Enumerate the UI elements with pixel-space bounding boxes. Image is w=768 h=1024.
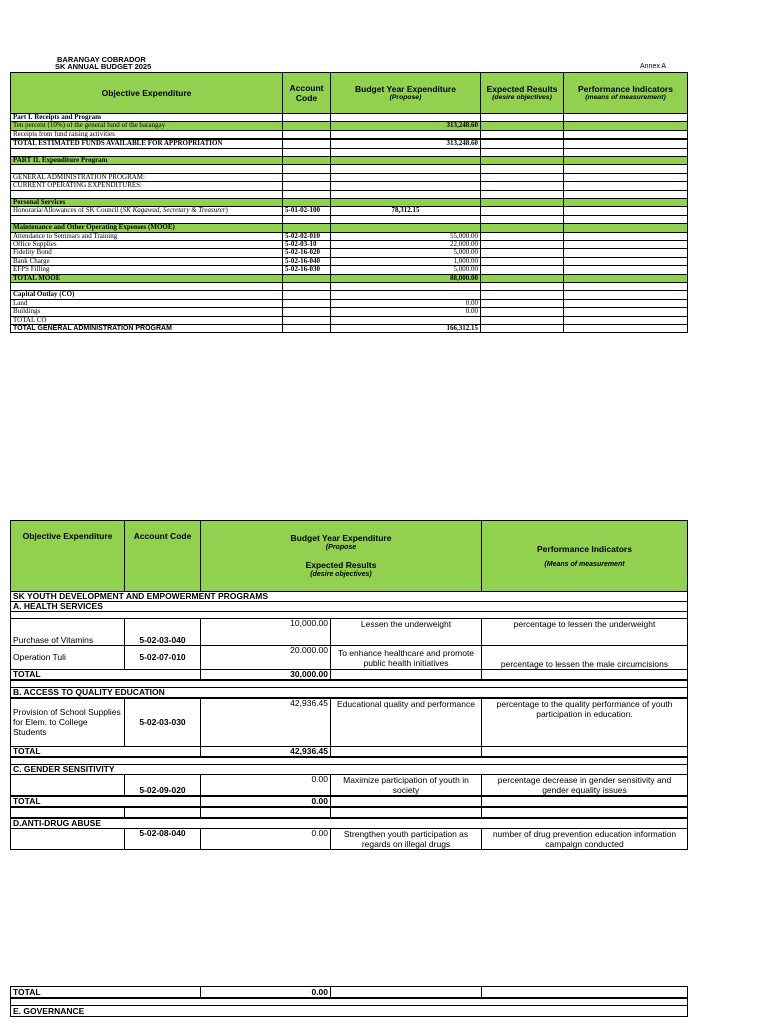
table-row bbox=[11, 764, 688, 774]
education-total-label: TOTAL bbox=[11, 746, 201, 757]
tuli-indicator: percentage to lessen the male circumcisions bbox=[482, 646, 688, 670]
table-row bbox=[11, 114, 688, 122]
education-value: 42,936.45 bbox=[201, 698, 331, 746]
table-row bbox=[11, 249, 688, 257]
gender-total-value: 0.00 bbox=[201, 796, 331, 807]
part1-label: Part I. Receipts and Program bbox=[11, 114, 283, 122]
mooe-item-code: 5-02-02-010 bbox=[283, 232, 331, 240]
mooe-item-name: Attendance to Seminars and Training bbox=[11, 232, 283, 240]
gender-total-label: TOTAL bbox=[11, 796, 201, 807]
education-code: 5-02-03-030 bbox=[125, 698, 201, 746]
table-row bbox=[11, 274, 688, 282]
mooe-item-code: 5-02-03-10 bbox=[283, 241, 331, 249]
gender-value: 0.00 bbox=[201, 774, 331, 796]
total-gap-value: 166,312.15 bbox=[331, 325, 481, 333]
col-performance: Performance Indicators (Means of measurement bbox=[482, 521, 688, 592]
table-row bbox=[11, 157, 688, 165]
receipts-label: Receipts from fund raising activities bbox=[11, 130, 283, 139]
table-row bbox=[11, 757, 688, 765]
education-total-value: 42,936.45 bbox=[201, 746, 331, 757]
table-row bbox=[11, 232, 688, 240]
table-row bbox=[11, 190, 688, 198]
capital-outlay-label: Capital Outlay (CO) bbox=[11, 291, 283, 299]
table-row bbox=[11, 698, 688, 746]
table-row bbox=[11, 257, 688, 265]
mooe-item-name: EFPS Filling bbox=[11, 266, 283, 274]
mooe-item-code: 5-02-16-020 bbox=[283, 249, 331, 257]
table-row bbox=[11, 325, 688, 333]
table-row bbox=[11, 316, 688, 324]
total-co-label: TOTAL CO bbox=[11, 316, 283, 324]
mooe-item-name: Fidelity Bond bbox=[11, 249, 283, 257]
annex-label: Annex A bbox=[640, 63, 667, 70]
table-row bbox=[11, 241, 688, 249]
table-row bbox=[11, 165, 688, 173]
vitamins-expected: Lessen the underweight bbox=[331, 619, 482, 646]
table-row bbox=[11, 199, 688, 207]
total-estimated-value: 313,248.60 bbox=[331, 139, 481, 148]
table-row bbox=[11, 746, 688, 757]
budget-title: SK ANNUAL BUDGET 2025 bbox=[55, 62, 152, 71]
table-row bbox=[11, 182, 688, 190]
education-name: Provision of School Supplies for Elem. to College Students bbox=[11, 698, 125, 746]
mooe-label: Maintenance and Other Operating Expenses (MOOE) bbox=[11, 224, 283, 232]
table-row bbox=[11, 612, 688, 619]
table-row bbox=[11, 998, 688, 1006]
table-row bbox=[11, 224, 688, 232]
mooe-item-value: 5,000.00 bbox=[331, 266, 481, 274]
table-row bbox=[11, 1006, 688, 1017]
table-row bbox=[11, 291, 688, 299]
honoraria-label: Honoraria/Allowances of SK Council (SK Kagawad, Secretary & Treasurer) bbox=[11, 207, 283, 215]
table-row bbox=[11, 173, 688, 181]
table-row bbox=[11, 266, 688, 274]
education-indicator: percentage to the quality performance of youth participation in education. bbox=[482, 698, 688, 746]
ten-percent-label: Ten percent (10%) of the general fund of the barangay bbox=[11, 122, 283, 130]
barangay-name: BARANGAY COBRADOR bbox=[57, 55, 146, 64]
mooe-item-name: Bank Charge bbox=[11, 257, 283, 265]
table-row bbox=[11, 283, 688, 291]
table-row bbox=[11, 122, 688, 130]
health-title: A. HEALTH SERVICES bbox=[11, 602, 688, 612]
drug-expected: Strengthen youth participation as regards on illegal drugs bbox=[331, 828, 482, 849]
mooe-item-code: 5-02-16-040 bbox=[283, 257, 331, 265]
table-row bbox=[11, 828, 688, 849]
current-op-label: CURRENT OPERATING EXPENDITURES: bbox=[11, 182, 283, 190]
table-row bbox=[11, 308, 688, 316]
table-row bbox=[11, 646, 688, 670]
table-row bbox=[11, 807, 688, 818]
table-row bbox=[11, 602, 688, 612]
total-gap-label: TOTAL GENERAL ADMINISTRATION PROGRAM bbox=[11, 325, 283, 333]
gen-admin-label: GENERAL ADMINISTRATION PROGRAM: bbox=[11, 173, 283, 181]
drug-value: 0.00 bbox=[201, 828, 331, 849]
table-row bbox=[11, 619, 688, 646]
total-mooe-value: 88,000.00 bbox=[331, 274, 481, 282]
table-row bbox=[11, 139, 688, 148]
table-row bbox=[11, 796, 688, 807]
col-objective: Objective Expenditure bbox=[11, 73, 283, 114]
col-expected: Expected Results (desire objectives) bbox=[481, 73, 564, 114]
governance-title: E. GOVERNANCE bbox=[11, 1006, 688, 1017]
health-total-value: 30,000.00 bbox=[201, 670, 331, 681]
table-row bbox=[11, 774, 688, 796]
table-row bbox=[11, 670, 688, 681]
drug-code: 5-02-08-040 bbox=[125, 828, 201, 849]
governance-table bbox=[10, 986, 688, 1017]
table-row bbox=[11, 987, 688, 999]
program-title: SK YOUTH DEVELOPMENT AND EMPOWERMENT PROGRAMS bbox=[11, 592, 688, 602]
personal-services-label: Personal Services bbox=[11, 199, 283, 207]
total-estimated-label: TOTAL ESTIMATED FUNDS AVAILABLE FOR APPROPRIATION bbox=[11, 139, 283, 148]
table-header-row bbox=[11, 73, 688, 114]
table-row bbox=[11, 215, 688, 223]
gender-expected: Maximize participation of youth in society bbox=[331, 774, 482, 796]
table-row bbox=[11, 130, 688, 139]
honoraria-code: 5-01-02-100 bbox=[283, 207, 331, 215]
land-value: 0.00 bbox=[331, 299, 481, 307]
total-mooe-label: TOTAL MOOE bbox=[11, 274, 283, 282]
gender-code: 5-02-09-020 bbox=[125, 774, 201, 796]
education-title: B. ACCESS TO QUALITY EDUCATION bbox=[11, 688, 688, 699]
table-row bbox=[11, 148, 688, 156]
col-performance: Performance Indicators (means of measurement) bbox=[564, 73, 688, 114]
table-row bbox=[11, 299, 688, 307]
gender-title: C. GENDER SENSITIVITY bbox=[11, 764, 688, 774]
honoraria-value: 78,312.15 bbox=[331, 207, 481, 215]
col-budget-expected: Budget Year Expenditure (Propose Expected Results (desire objectives) bbox=[201, 521, 482, 592]
tuli-code: 5-02-07-010 bbox=[125, 646, 201, 670]
tuli-name: Operation Tuli bbox=[11, 646, 125, 670]
mooe-item-name: Office Supplies bbox=[11, 241, 283, 249]
gender-indicator: percentage decrease in gender sensitivity and gender equality issues bbox=[482, 774, 688, 796]
vitamins-name: Purchase of Vitamins bbox=[11, 619, 125, 646]
table-row bbox=[11, 592, 688, 602]
col-budget: Budget Year Expenditure (Propose) bbox=[331, 73, 481, 114]
table-row bbox=[11, 688, 688, 699]
table-header-row bbox=[11, 521, 688, 592]
table-row bbox=[11, 680, 688, 688]
col-account: Account Code bbox=[283, 73, 331, 114]
mooe-item-value: 1,000.00 bbox=[331, 257, 481, 265]
col-account: Account Code bbox=[125, 521, 201, 592]
education-expected: Educational quality and performance bbox=[331, 698, 482, 746]
col-objective: Objective Expenditure bbox=[11, 521, 125, 592]
tuli-expected: To enhance healthcare and promote public health initiatives bbox=[331, 646, 482, 670]
mooe-item-value: 55,000.00 bbox=[331, 232, 481, 240]
vitamins-code: 5-02-03-040 bbox=[125, 619, 201, 646]
drug-indicator: number of drug prevention education information campaign conducted bbox=[482, 828, 688, 849]
land-label: Land bbox=[11, 299, 283, 307]
youth-development-table bbox=[10, 520, 688, 850]
buildings-label: Buildings bbox=[11, 308, 283, 316]
buildings-value: 0.00 bbox=[331, 308, 481, 316]
drug-total-value: 0.00 bbox=[201, 987, 331, 999]
tuli-value: 20.000.00 bbox=[201, 646, 331, 670]
part2-label: PART II. Expenditure Program bbox=[11, 157, 283, 165]
table-row bbox=[11, 818, 688, 829]
general-administration-table bbox=[10, 72, 688, 333]
table-row bbox=[11, 207, 688, 215]
mooe-item-code: 5-02-16-030 bbox=[283, 266, 331, 274]
mooe-item-value: 22,000.00 bbox=[331, 241, 481, 249]
health-total-label: TOTAL bbox=[11, 670, 201, 681]
drug-title: D.ANTI-DRUG ABUSE bbox=[11, 818, 688, 829]
drug-total-label: TOTAL bbox=[11, 987, 201, 999]
ten-percent-value: 313,248.60 bbox=[331, 122, 481, 130]
vitamins-indicator: percentage to lessen the underweight bbox=[482, 619, 688, 646]
vitamins-value: 10,000.00 bbox=[201, 619, 331, 646]
mooe-item-value: 5,000.00 bbox=[331, 249, 481, 257]
